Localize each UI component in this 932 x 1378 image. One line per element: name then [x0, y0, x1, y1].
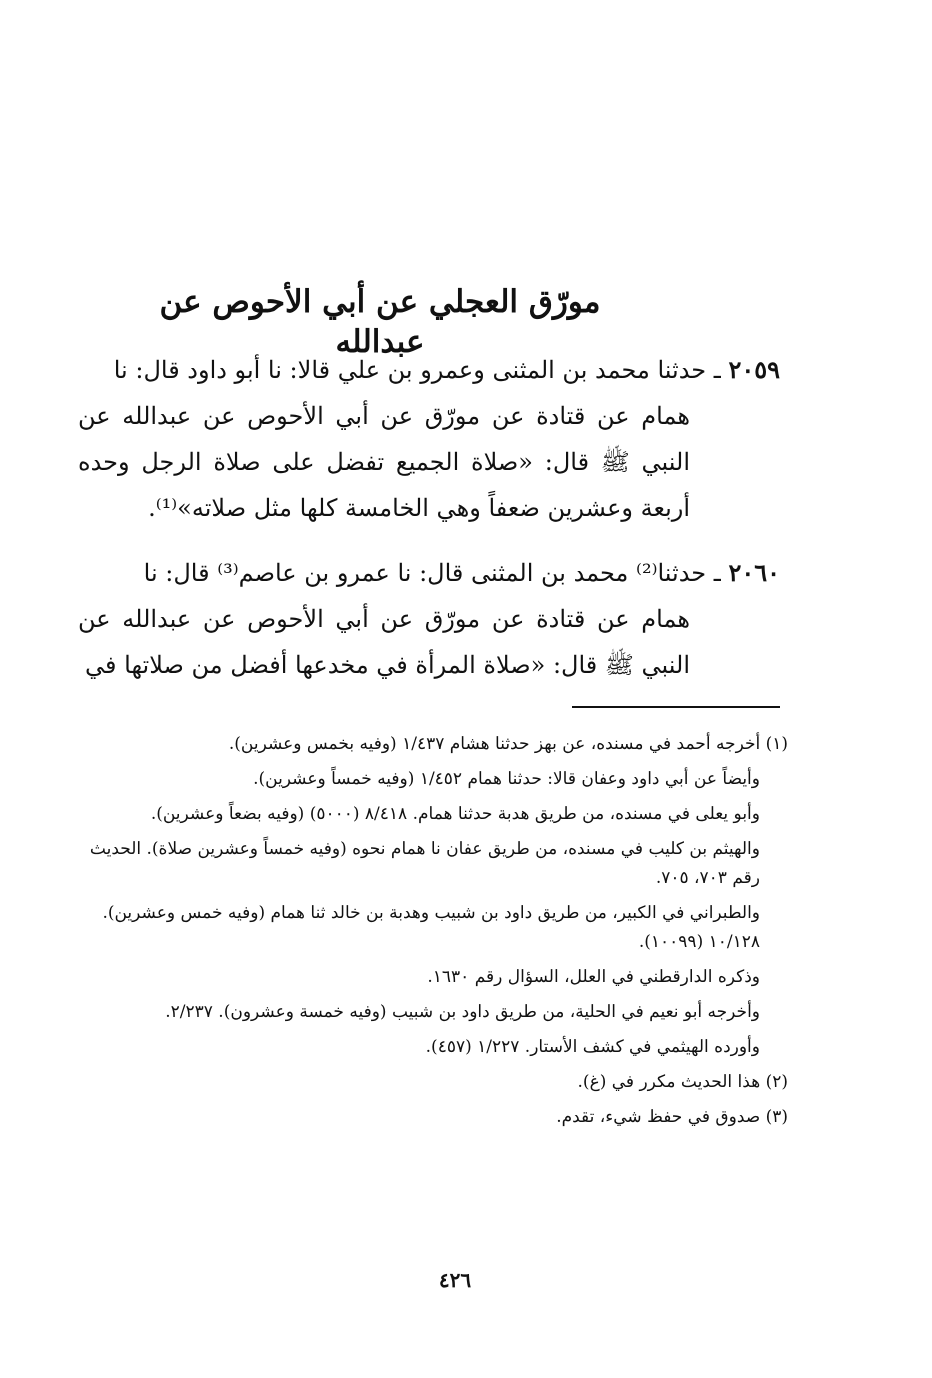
hadith-text: همام عن قتادة عن مورّق عن أبي الأحوص عن عبدالله عن النبي ﷺ قال: «صلاة المرأة في مخدعها أفضل من صلاتها في [78, 605, 690, 679]
hadith-number: ٢٠٥٩ [728, 355, 780, 384]
page-number: ٤٢٦ [438, 1268, 472, 1292]
footnote: (١) أخرجه أحمد في مسنده، عن بهز حدثنا هشام ١/٤٣٧ (وفيه بخمس وعشرين). [228, 734, 788, 754]
footnote-divider [572, 706, 780, 708]
hadith-number: ٢٠٦٠ [728, 558, 780, 587]
hadith-2060 [78, 550, 780, 688]
hadith-2059 [78, 347, 780, 531]
footnote: والهيثم بن كليب في مسنده، من طريق عفان نا همام نحوه (وفيه خمساً وعشرين صلاة). الحديث رقم ٧٠٣، ٧٠٥. [89, 839, 760, 888]
hadith-text: همام عن قتادة عن مورّق عن أبي الأحوص عن عبدالله عن النبي ﷺ قال: «صلاة الجميع تفضل على صلاة الرجل وحده أربعة وعشرين ضعفاً وهي الخامسة كلها مثل صلاته»⁽¹⁾. [78, 402, 690, 522]
footnote: وأورده الهيثمي في كشف الأستار. ١/٢٢٧ (٤٥٧). [425, 1037, 760, 1057]
footnote: وأخرجه أبو نعيم في الحلية، من طريق داود بن شبيب (وفيه خمسة وعشرون). ٢/٢٣٧. [165, 1002, 760, 1022]
hadith-first-line: ـ حدثنا⁽²⁾ محمد بن المثنى قال: نا عمرو بن عاصم⁽³⁾ قال: نا [143, 559, 721, 587]
footnote: (٣) صدوق في حفظ شيء، تقدم. [556, 1107, 788, 1127]
footnote: والطبراني في الكبير، من طريق داود بن شبيب وهدبة بن خالد ثنا همام (وفيه خمس وعشرين). ١٠/١٢٨ (١٠٠٩٩). [102, 903, 760, 952]
footnote: (٢) هذا الحديث مكرر في (غ). [577, 1072, 788, 1092]
hadith-first-line: ـ حدثنا محمد بن المثنى وعمرو بن علي قالا: نا أبو داود قال: نا [113, 356, 721, 384]
footnotes [78, 730, 788, 1138]
footnote: وأيضاً عن أبي داود وعفان قالا: حدثنا همام ١/٤٥٢ (وفيه خمساً وعشرين). [253, 769, 760, 789]
section-title: مورّق العجلي عن أبي الأحوص عن عبدالله [159, 284, 601, 360]
footnote: وذكره الدارقطني في العلل، السؤال رقم ١٦٣٠. [427, 967, 760, 987]
footnote: وأبو يعلى في مسنده، من طريق هدبة حدثنا همام. ٨/٤١٨ (٥٠٠٠) (وفيه بضعاً وعشرين). [150, 804, 760, 824]
